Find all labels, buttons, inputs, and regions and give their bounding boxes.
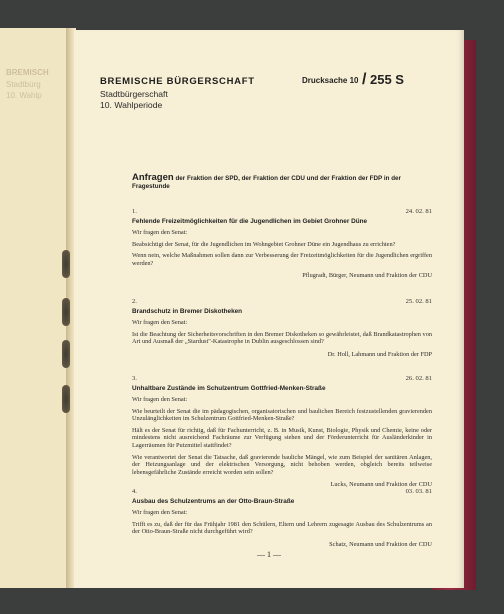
question-date: 26. 02. 81 — [405, 375, 432, 382]
question-1 — [132, 208, 432, 279]
question-paragraph: Wenn nein, welche Maßnahmen sollen dann zur Verbesserung der Freizeitmöglichkeiten für die Jugendlichen ergriffen werden? — [132, 252, 432, 267]
question-date: 03. 03. 81 — [405, 488, 432, 495]
binder-hole — [62, 340, 70, 368]
back-page-line: BREMISCH — [6, 68, 49, 77]
question-title: Unhaltbare Zustände im Schulzentrum Gottfried-Menken-Straße — [132, 385, 326, 392]
question-3 — [132, 375, 432, 488]
question-number: 3. — [132, 375, 137, 382]
question-paragraph: Beabsichtigt der Senat, für die Jugendlichen im Wohngebiet Grohner Düne ein Jugendhaus zu errichten? — [132, 240, 396, 248]
back-page-line: Stadtbürg — [6, 80, 41, 89]
question-number: 2. — [132, 298, 137, 305]
document-number: 255 S — [370, 72, 404, 87]
question-paragraph: Wir fragen den Senat: — [132, 319, 188, 326]
question-4 — [132, 488, 432, 548]
question-title: Brandschutz in Bremer Diskotheken — [132, 308, 243, 315]
question-paragraph: Wie verantwortet der Senat die Tatsache, daß gravierende bauliche Mängel, wie zum Beispiel der sanitären Anlagen, der Heizungsanlage und der elektrischen Versorgung, nicht behoben werden, obgleich bereits teilweise lebensgefährliche Zustände erreicht worden sein sollen? — [132, 453, 432, 476]
back-page-line: 10. Wahlp — [6, 91, 42, 100]
question-paragraph: Trifft es zu, daß der für das Frühjahr 1981 den Schülern, Eltern und Lehrern zugesagte Ausbau des Schulzentrums an der Otto-Braun-Straße nicht durchgeführt wird? — [132, 520, 432, 536]
document-label: Drucksache 10 — [302, 76, 359, 85]
question-2 — [132, 298, 432, 358]
legislative-period: 10. Wahlperiode — [100, 100, 163, 110]
question-title: Ausbau des Schulzentrums an der Otto-Braun-Straße — [132, 498, 295, 505]
question-number: 1. — [132, 208, 137, 215]
question-signature: Dr. Holl, Lahmann und Fraktion der FDP — [327, 350, 432, 358]
back-page — [0, 28, 68, 588]
document-separator: / — [362, 71, 367, 88]
document-page — [74, 30, 464, 588]
question-signature: Schatz, Neumann und Fraktion der CDU — [329, 540, 432, 548]
city-parliament: Stadtbürgerschaft — [100, 89, 168, 99]
organization-name: BREMISCHE BÜRGERSCHAFT — [100, 76, 255, 87]
question-paragraph: Wir fragen den Senat: — [132, 229, 188, 236]
intro-heading — [132, 174, 432, 191]
intro-text: der Fraktion der SPD, der Fraktion der CDU und der Fraktion der FDP in der Fragestunde — [132, 175, 402, 190]
binder-hole — [62, 298, 70, 326]
question-date: 24. 02. 81 — [405, 208, 432, 215]
page-number: — 1 — — [257, 550, 281, 559]
binder-hole — [62, 250, 70, 278]
question-signature: Lucks, Neumann und Fraktion der CDU — [330, 481, 432, 489]
question-paragraph: Wir fragen den Senat: — [132, 396, 188, 403]
question-signature: Pflugradt, Bürger, Neumann und Fraktion der CDU — [302, 272, 432, 280]
question-paragraph: Hält es der Senat für richtig, daß für Fachunterricht, z. B. in Musik, Kunst, Biologie, Physik und Chemie, keine oder mindestens nicht ausreichend Fachräume zur Verfügung stehen und der Förderunterricht für Ausländerkinder in Lagerräumen für Putzmittel stattfindet? — [132, 426, 432, 449]
question-paragraph: Wir fragen den Senat: — [132, 509, 188, 516]
binder-hole — [62, 385, 70, 413]
question-date: 25. 02. 81 — [405, 298, 432, 305]
intro-lead: Anfragen — [132, 172, 174, 183]
question-number: 4. — [132, 488, 137, 495]
question-title: Fehlende Freizeitmöglichkeiten für die Jugendlichen im Gebiet Grohner Düne — [132, 218, 368, 225]
question-paragraph: Wie beurteilt der Senat die im pädagogischen, organisatorischen und baulichen Bereich festzustellenden gravierenden Unzulänglichkeiten im Schulzentrum Gottfried-Menken-Straße? — [132, 407, 432, 423]
question-paragraph: Ist die Beachtung der Sicherheitsvorschriften in den Bremer Diskotheken so gewährleistet, daß Brandkatastrophen von Art und Ausmaß der „Stardust"-Katastrophe in Dublin ausgeschlossen sind? — [132, 330, 432, 346]
